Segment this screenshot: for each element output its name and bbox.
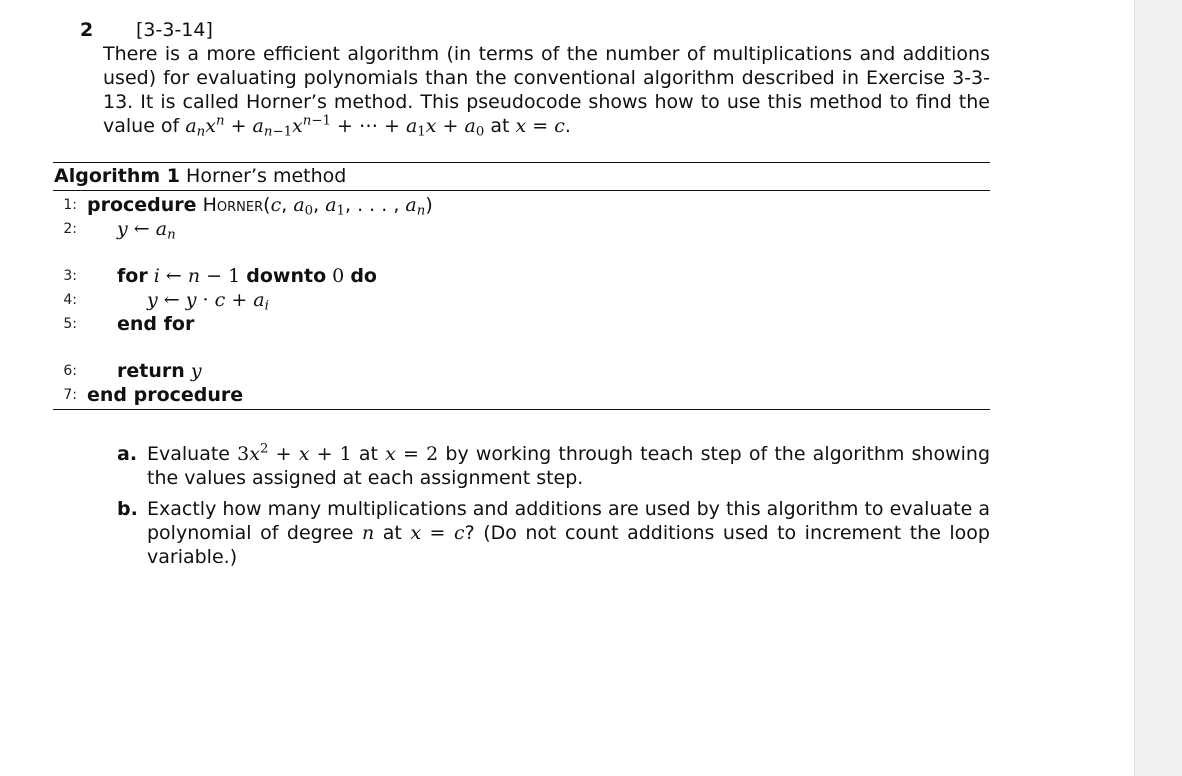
viewer-scroll-gutter[interactable]	[1134, 0, 1182, 776]
part-a-text-at: at	[358, 443, 378, 465]
problem-number: 2	[80, 19, 94, 41]
polynomial-expression: $a_nx^n + a_{n-1}x^{n-1}$ + ⋯ + $a_1x + a_0$	[185, 113, 485, 140]
keyword-procedure: procedure	[87, 194, 197, 216]
procedure-name: Horner	[202, 194, 264, 216]
evaluation-point: x = c	[515, 115, 565, 137]
algorithm-box	[53, 162, 990, 410]
line-number: 3:	[63, 268, 77, 284]
part-a-polynomial: $3x^2 + x + 1$	[237, 441, 352, 465]
part-a	[117, 442, 990, 490]
part-b-label: b.	[117, 498, 138, 520]
line-number: 6:	[63, 363, 77, 379]
part-a-label: a.	[117, 443, 138, 465]
part-a-text: Evaluate	[147, 443, 230, 465]
for-loop-header: for i ← n − 1 downto 0 do	[117, 265, 377, 287]
algorithm-line	[53, 193, 990, 217]
algorithm-line	[53, 383, 990, 407]
line-number: 4:	[63, 292, 77, 308]
problem-text-at: at	[490, 115, 510, 137]
algorithm-bottom-rule	[53, 409, 990, 410]
problem-header	[80, 18, 990, 42]
loop-body-statement: y ← $y \cdot c + a_i$	[147, 289, 269, 314]
keyword-do: do	[350, 265, 377, 287]
part-b-text-rest: ? (Do not count additions used to increment the loop variable.)	[147, 522, 990, 568]
algorithm-caption	[53, 163, 990, 190]
keyword-return: return	[117, 360, 185, 382]
problem-reference: [3-3-14]	[136, 19, 213, 41]
part-a-text-rest: by working through teach step of the algorithm showing the values assigned at each assignment step.	[147, 443, 991, 489]
algorithm-title: Horner’s method	[186, 165, 347, 187]
algorithm-line	[53, 312, 990, 336]
algorithm-line	[53, 288, 990, 312]
problem-statement	[103, 42, 990, 138]
algorithm-body	[53, 191, 990, 407]
part-b-degree: n	[361, 522, 375, 544]
keyword-downto: downto	[246, 265, 327, 287]
keyword-end-procedure: end procedure	[87, 384, 244, 406]
procedure-header: procedure Horner(c, $a_0$, $a_1$, . . . , $a_n$)	[87, 194, 433, 219]
line-number: 5:	[63, 316, 77, 332]
keyword-end-for: end for	[117, 313, 195, 335]
part-b	[117, 497, 990, 569]
exercise-problem	[80, 18, 990, 138]
exercise-parts	[117, 442, 990, 576]
problem-text: There is a more efficient algorithm (in terms of the number of multiplications and additions used) for evaluating polynomials than the conventional algorithm described in Exercise 3-3-13. It is called Horner’s method. This pseudocode shows how to use this method to find the value of	[103, 43, 990, 137]
algorithm-label: Algorithm 1	[54, 165, 180, 187]
part-b-point: x = c	[410, 522, 465, 544]
line-number: 1:	[63, 197, 77, 213]
algorithm-line	[53, 264, 990, 288]
part-b-text-at: at	[382, 522, 402, 544]
part-b-text: Exactly how many multiplications and additions are used by this algorithm to evaluate a polynomial of degree	[147, 498, 990, 544]
problem-period: .	[564, 115, 571, 137]
line-number: 7:	[63, 387, 77, 403]
keyword-for: for	[117, 265, 148, 287]
return-statement: return y	[117, 360, 202, 382]
algorithm-line	[53, 217, 990, 241]
algorithm-line	[53, 359, 990, 383]
assignment-statement: y ← $a_n$	[117, 218, 176, 243]
line-number: 2:	[63, 221, 77, 237]
part-a-point: x = 2	[385, 443, 439, 465]
